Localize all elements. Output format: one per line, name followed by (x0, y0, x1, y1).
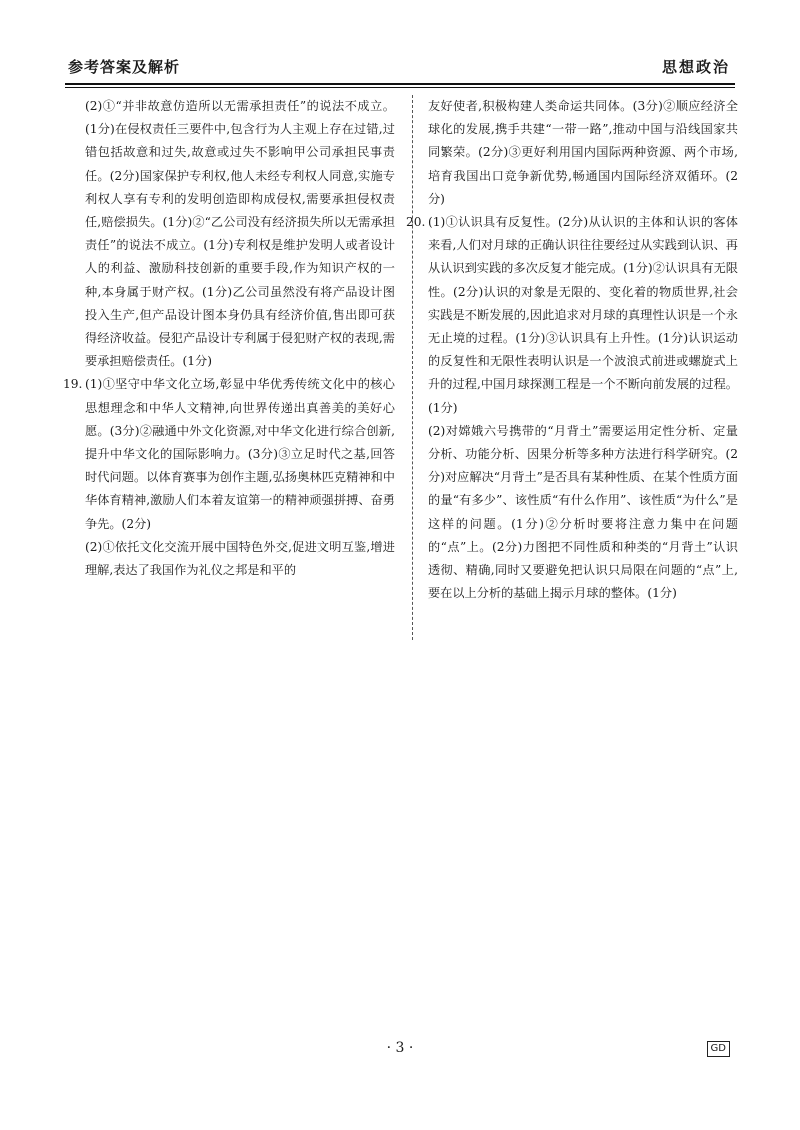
q19-number: 19. (63, 377, 83, 392)
right-column (406, 95, 738, 605)
q18-part2-answer: (2)①“并非故意仿造所以无需承担责任”的说法不成立。(1分)在侵权责任三要件中,包含行为人主观上存在过错,过错包括故意和过失,故意或过失不影响甲公司承担民事责任。(2分)国家保护专利权,他人未经专利权人同意,实施专利权人享有专利的发明创造即构成侵权,需要承担侵权责任,赔偿损失。(1分)②“乙公司没有经济损失所以无需承担责任”的说法不成立。(1分)专利权是维护发明人或者设计人的利益、激励科技创新的重要手段,作为知识产权的一种,本身属于财产权。(1分)乙公司虽然没有将产品设计图投入生产,但产品设计图本身仍具有经济价值,售出即可获得经济收益。侵犯产品设计专利属于侵犯财产权的表现,需要承担赔偿责任。(1分) (85, 99, 395, 369)
page-number: · 3 · (386, 1040, 414, 1056)
region-badge: GD (707, 1041, 730, 1057)
q20-part1-text: (1)①认识具有反复性。(2分)从认识的主体和认识的客体来看,人们对月球的正确认识往往要经过从实践到认识、再从认识到实践的多次反复才能完成。(1分)②认识具有无限性。(2分)认识的对象是无限的、变化着的物质世界,社会实践是不断发展的,因此追求对月球的真理性认识是一个永无止境的过程。(1分)③认识具有上升性。(1分)认识运动的反复性和无限性表明认识是一个波浪式前进或螺旋式上升的过程,中国月球探测工程是一个不断向前发展的过程。(1分) (428, 215, 738, 415)
subject-title: 思想政治 (661, 58, 730, 76)
q19-part2-end: 友好使者,积极构建人类命运共同体。(3分)②顺应经济全球化的发展,携手共建“一带一路”,推动中国与沿线国家共同繁荣。(2分)③更好利用国内国际两种资源、两个市场,培育我国出口竞争新优势,畅通国内国际经济双循环。(2分) (428, 99, 738, 206)
q19-part2-start: (2)①依托文化交流开展中国特色外交,促进文明互鉴,增进理解,表达了我国作为礼仪之邦是和平的 (85, 539, 395, 578)
q20-number: 20. (406, 215, 426, 230)
column-divider (412, 95, 413, 640)
q20-answer-part1 (406, 211, 738, 420)
q20-part2-answer: (2)对嫦娥六号携带的“月背土”需要运用定性分析、定量分析、功能分析、因果分析等多种方法进行科学研究。(2分)对应解决“月背土”是否具有某种性质、在某个性质方面的量“有多少”、该性质“有什么作用”、该性质“为什么”是这样的问题。(1分)②分析时要将注意力集中在问题的“点”上。(2分)力图把不同性质和种类的“月背土”认识透彻、精确,同时又要避免把认识只局限在问题的“点”上,要在以上分析的基础上揭示月球的整体。(1分) (428, 423, 738, 601)
header-title: 参考答案及解析 (68, 58, 181, 76)
q19-answer-part1 (63, 373, 395, 535)
header-rule-thick (65, 83, 735, 85)
left-column (63, 95, 395, 582)
header-rule-thin (65, 87, 735, 88)
q19-part1-text: (1)①坚守中华文化立场,彰显中华优秀传统文化中的核心思想理念和中华人文精神,向世界传递出真善美的美好心愿。(3分)②融通中外文化资源,对中华文化进行综合创新,提升中华文化的国际影响力。(3分)③立足时代之基,回答时代问题。以体育赛事为创作主题,弘扬奥林匹克精神和中华体育精神,激励人们本着友谊第一的精神顽强拼搏、奋勇争先。(2分) (85, 377, 395, 531)
